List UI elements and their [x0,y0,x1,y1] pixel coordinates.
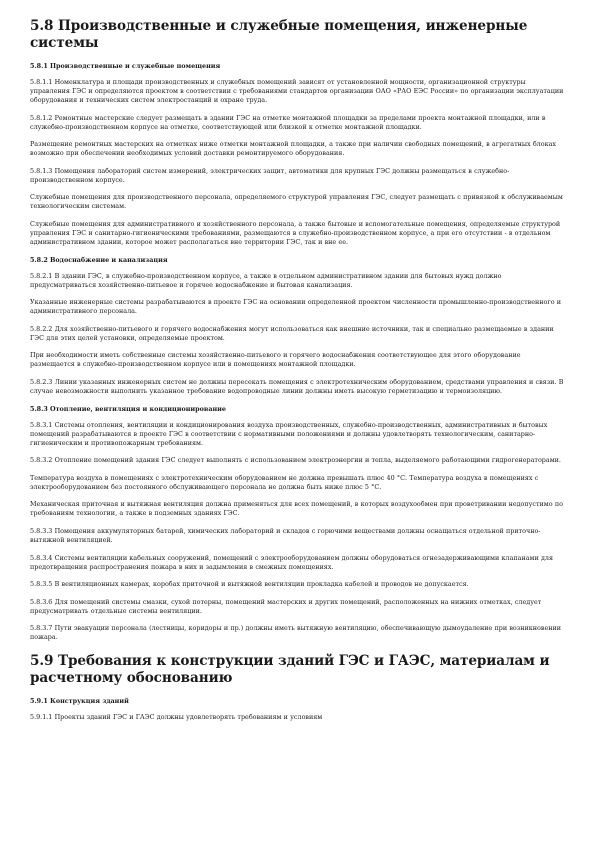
paragraph-service-rooms-admin: Служебные помещения для административного и хозяйственного персонала, а также бытовые и вспомогательные помещения, определяемые структурой управления ГЭС и санитарно-гигиеническими требованиями, размещаются в служебно-производственном корпусе, а при его отсутствии - в отдельном административном здании, которое может располагаться вне территории ГЭС, так и вне ее. [30,219,561,246]
paragraph-5-8-2-1: 5.8.2.1 В здании ГЭС, в служебно-производственном корпусе, а также в отдельном административном здании для бытовых нужд должно предусматриваться хозяйственно-питьевое и горячее водоснабжение и бытовая канализация. [30,271,502,289]
subsection-5-8-1-heading: 5.8.1 Производственные и служебные помещения [30,62,221,70]
paragraph-5-8-3-5: 5.8.3.5 В вентиляционных камерах, коробах приточной и вытяжной вентиляции прокладка кабелей и проводов не допускается. [30,580,469,589]
paragraph-5-8-3-7: 5.8.3.7 Пути эвакуации персонала (лестницы, коридоры и пр.) должны иметь вытяжную вентиляцию, обеспечивающую дымоудаление при возникновении пожара. [30,624,562,642]
paragraph-engineering-systems: Указанные инженерные системы разрабатываются в проекте ГЭС на основании определенной проектом численности промышленно-производственного и административного персонала. [30,298,562,316]
paragraph-own-water-systems: При необходимости иметь собственные системы хозяйственно-питьевого и горячего водоснабжения соответствующее для этого оборудование размещается в служебно-производственном корпусе или в помещениях монтажной площадки. [30,351,521,369]
paragraph-service-rooms-production: Служебные помещения для производственного персонала, определяемого структурой управления ГЭС, следует размещать с привязкой к обслуживаемым технологическим системам. [30,193,563,211]
subsection-5-9-1-heading: 5.9.1 Конструкция зданий [30,697,129,706]
paragraph-5-8-3-2: 5.8.3.2 Отопление помещений здания ГЭС следует выполнять с использованием электроэнергии и тепла, выделяемого работающими гидрогенераторами. [30,456,561,465]
paragraph-air-temperature: Температура воздуха в помещениях с электротехническим оборудованием не должна превышать плюс 40 °С. Температура воздуха в помещениях с электрооборудованием без постоянного обслуживающего персонала не должна быть ниже плюс 5 °С. [30,473,539,491]
subsection-5-8-3-heading: 5.8.3 Отопление, вентиляция и кондиционирование [30,404,226,413]
paragraph-5-9-1-1: 5.9.1.1 Проекты зданий ГЭС и ГАЭС должны удовлетворять требованиям и условиям [30,713,323,722]
paragraph-workshop-placement: Размещение ремонтных мастерских на отметках ниже отметки монтажной площадки, а также при наличии свободных помещений, в агрегатных блоках возможно при обеспечении необходимых условий доставки ремонтируемого оборудования. [30,140,556,158]
section-5-9-title: 5.9 Требования к конструкции зданий ГЭС и ГАЭС, материалам и расчетному обоснованию [30,653,550,687]
paragraph-5-8-3-3: 5.8.3.3 Помещения аккумуляторных батарей, химических лабораторий и складов с горючими веществами должны оснащаться отдельной приточно-вытяжной вентиляцией. [30,526,541,544]
subsection-5-8-2-heading: 5.8.2 Водоснабжение и канализация [30,255,168,264]
paragraph-5-8-2-3: 5.8.2.3 Линии указанных инженерных систем не должны пересекать помещения с электротехническим оборудованием, средствами управления и связи. В случае невозможности выполнить указанное требование водопроводные линии должны иметь высокую герметизацию и термоизоляцию. [30,377,564,395]
paragraph-5-8-1-3: 5.8.1.3 Помещения лабораторий систем измерений, электрических защит, автоматики для крупных ГЭС должны размещаться в служебно-производственном корпусе. [30,166,510,184]
paragraph-5-8-3-1: 5.8.3.1 Системы отопления, вентиляции и кондиционирования воздуха производственных, служебно-производственных, административных и бытовых помещений разрабатываются в проекте ГЭС в соответствии с нормативными положениями и должны удовлетворять технологическим, санитарно-гигиеническим и противопожарным требованиям. [30,420,548,447]
paragraph-5-8-3-4: 5.8.3.4 Системы вентиляции кабельных сооружений, помещений с электрооборудованием должны оборудоваться огнезадерживающими клапанами для предотвращения распространения пожара в них и задымления в смежных помещениях. [30,553,554,571]
paragraph-5-8-2-2: 5.8.2.2 Для хозяйственно-питьевого и горячего водоснабжения могут использоваться как внешние источники, так и специально размещаемые в здании ГЭС для этих целей установки, определяемые проектом. [30,324,554,342]
paragraph-5-8-1-1: 5.8.1.1 Номенклатура и площади производственных и служебных помещений зависят от установленной мощности, организационной структуры управления ГЭС и определяются проектом в соответствии с требованиями стандартов организации ОАО «РАО ЕЭС России» по организации эксплуатации оборудования и технических систем электростанций и охране труда. [30,78,564,104]
section-5-8-title: 5.8 Производственные и служебные помещения, инженерные системы [30,18,528,51]
paragraph-5-8-1-2: 5.8.1.2 Ремонтные мастерские следует размещать в здании ГЭС на отметке монтажной площадки за пределами проекта монтажной площадки, или в служебно-производственном корпусе на отметке, соответствующей или близкой к отметке монтажной площадки. [30,113,546,131]
paragraph-mechanical-ventilation: Механическая приточная и вытяжная вентиляция должна применяться для всех помещений, в которых воздухообмен при проветривании недопустимо по требованиям технологии, а также в подземных зданиях ГЭС. [30,500,563,518]
paragraph-5-8-3-6: 5.8.3.6 Для помещений системы смазки, сухой потерны, помещений мастерских и других помещений, расположенных на нижних отметках, следует предусматривать отдельные системы вентиляции. [30,597,542,615]
